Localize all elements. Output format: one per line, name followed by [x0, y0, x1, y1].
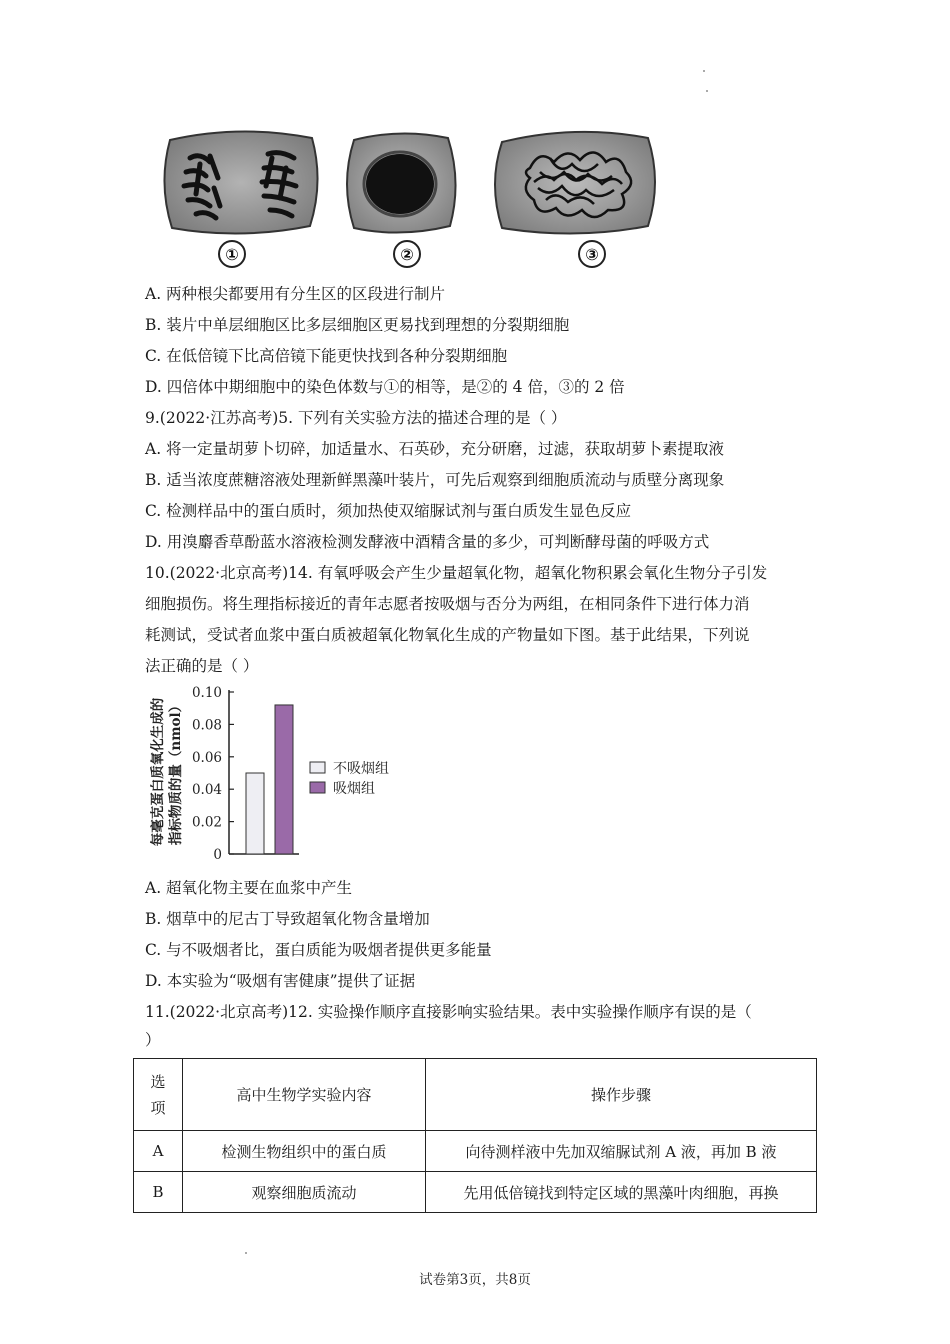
legend-swatch — [310, 762, 325, 773]
cell-interphase-image — [342, 130, 460, 236]
table-row — [134, 1131, 817, 1172]
y-axis-label — [149, 697, 184, 846]
q11-stem-line-2: ） — [145, 1031, 161, 1049]
q10-stem-line-2: 细胞损伤。将生理指标接近的青年志愿者按吸烟与否分为两组，在相同条件下进行体力消 — [145, 595, 750, 613]
figure-label-1: ① — [218, 240, 246, 268]
q10-option-c: C. 与不吸烟者比，蛋白质能为吸烟者提供更多能量 — [145, 941, 492, 959]
legend-label: 吸烟组 — [333, 781, 375, 797]
q9-stem: 9.(2022·江苏高考)5. 下列有关实验方法的描述合理的是（ ） — [145, 409, 567, 427]
y-tick-label: 0.06 — [191, 749, 222, 766]
q10-stem-line-4: 法正确的是（ ） — [145, 657, 259, 675]
cell-anaphase-image — [160, 128, 322, 236]
q9-option-a: A. 将一定量胡萝卜切碎，加适量水、石英砂，充分研磨，过滤，获取胡萝卜素提取液 — [145, 440, 725, 458]
row-b-content: 观察细胞质流动 — [183, 1172, 426, 1213]
header-option-line-1: 选 — [150, 1072, 166, 1091]
page-footer: 试卷第3页，共8页 — [419, 1272, 531, 1288]
experiment-table — [133, 1058, 817, 1213]
y-tick-label: 0.02 — [191, 814, 222, 831]
table-header-row — [134, 1059, 817, 1131]
row-b-steps: 先用低倍镜找到特定区域的黑藻叶肉细胞，再换 — [426, 1172, 817, 1213]
bar-non-smoker — [246, 773, 264, 854]
scan-speck — [703, 70, 705, 72]
y-tick-label: 0 — [213, 847, 222, 863]
q10-option-a: A. 超氧化物主要在血浆中产生 — [145, 879, 353, 897]
q8-option-c: C. 在低倍镜下比高倍镜下能更快找到各种分裂期细胞 — [145, 347, 508, 365]
q10-stem-line-1: 10.(2022·北京高考)14. 有氧呼吸会产生少量超氧化物，超氧化物积累会氧化生物分子引发 — [145, 564, 768, 582]
y-axis-label-line-1: 每毫克蛋白质氧化生成的 — [150, 697, 166, 847]
row-a-content: 检测生物组织中的蛋白质 — [183, 1131, 426, 1172]
q10-stem-line-3: 耗测试，受试者血浆中蛋白质被超氧化物氧化生成的产物量如下图。基于此结果，下列说 — [145, 626, 750, 644]
row-b-option: B — [134, 1172, 183, 1213]
row-a-steps: 向待测样液中先加双缩脲试剂 A 液，再加 B 液 — [426, 1131, 817, 1172]
figure-label-2: ② — [393, 240, 421, 268]
q10-option-b: B. 烟草中的尼古丁导致超氧化物含量增加 — [145, 910, 430, 928]
scan-speck — [245, 1252, 247, 1254]
scan-speck — [706, 90, 708, 92]
q8-option-b: B. 装片中单层细胞区比多层细胞区更易找到理想的分裂期细胞 — [145, 316, 570, 334]
q9-option-c: C. 检测样品中的蛋白质时，须加热使双缩脲试剂与蛋白质发生显色反应 — [145, 502, 632, 520]
y-tick-label: 0.08 — [191, 717, 222, 734]
legend-label: 不吸烟组 — [333, 761, 389, 777]
y-tick-label: 0.10 — [191, 685, 222, 701]
header-option — [134, 1059, 183, 1131]
row-a-option: A — [134, 1131, 183, 1172]
y-axis-label-line-2: 指标物质的量（nmol） — [168, 698, 184, 846]
legend-swatch — [310, 782, 325, 793]
bar-smoker — [275, 705, 293, 854]
header-option-line-2: 项 — [150, 1098, 166, 1117]
q11-stem-line-1: 11.(2022·北京高考)12. 实验操作顺序直接影响实验结果。表中实验操作顺序有误的是（ — [145, 1003, 752, 1021]
q9-option-d: D. 用溴麝香草酚蓝水溶液检测发酵液中酒精含量的多少，可判断酵母菌的呼吸方式 — [145, 533, 710, 551]
q8-option-d: D. 四倍体中期细胞中的染色体数与①的相等，是②的 4 倍，③的 2 倍 — [145, 378, 625, 396]
q9-option-b: B. 适当浓度蔗糖溶液处理新鲜黑藻叶装片，可先后观察到细胞质流动与质壁分离现象 — [145, 471, 725, 489]
cell-prophase-image — [490, 128, 660, 236]
table-row — [134, 1172, 817, 1213]
header-content: 高中生物学实验内容 — [183, 1059, 426, 1131]
q8-option-a: A. 两种根尖都要用有分生区的区段进行制片 — [145, 285, 446, 303]
figure-label-3: ③ — [578, 240, 606, 268]
header-steps: 操作步骤 — [426, 1059, 817, 1131]
protein-oxidation-bar-chart — [145, 680, 425, 865]
y-tick-label: 0.04 — [191, 782, 222, 799]
q10-option-d: D. 本实验为“吸烟有害健康”提供了证据 — [145, 972, 416, 990]
